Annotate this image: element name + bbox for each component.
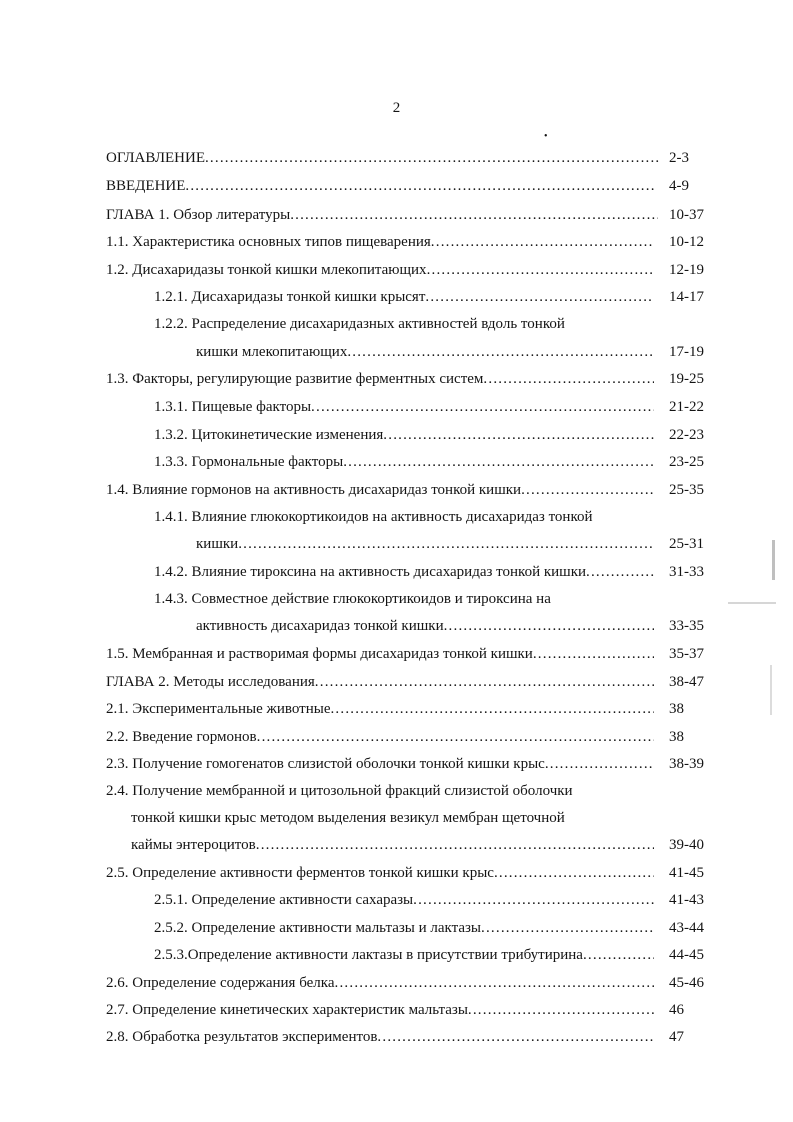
toc-entry-label: ГЛАВА 2. Методы исследования xyxy=(106,674,315,690)
toc-entry-label: ГЛАВА 1. Обзор литературы xyxy=(106,207,291,223)
toc-entry-2-7 xyxy=(0,998,793,1022)
toc-entry-chapter-2 xyxy=(0,670,793,694)
toc-entry-pages: 47 xyxy=(669,1029,684,1045)
toc-entry-2-3 xyxy=(0,752,793,776)
toc-entry-pages: 39-40 xyxy=(669,837,704,853)
toc-entry-2-2 xyxy=(0,725,793,749)
toc-entry-label: 1.4.2. Влияние тироксина на активность дисахаридаз тонкой кишки xyxy=(154,564,587,580)
toc-entry-label: 1.3.2. Цитокинетические изменения xyxy=(154,427,384,443)
toc-entry-label: 2.6. Определение содержания белка xyxy=(106,975,335,991)
toc-entry-label: 1.3.3. Гормональные факторы xyxy=(154,454,344,470)
toc-entry-pages: 41-43 xyxy=(669,892,704,908)
toc-entry-1-1 xyxy=(0,230,793,254)
toc-entry-1-4-1-cont xyxy=(0,532,793,556)
toc-entry-label: 1.3.1. Пищевые факторы xyxy=(154,399,312,415)
toc-entry-label: кишки xyxy=(196,536,239,552)
toc-entry-1-2-1 xyxy=(0,285,793,309)
toc-entry-pages: 10-37 xyxy=(669,207,704,223)
scan-artifact xyxy=(770,665,772,715)
toc-entry-1-4 xyxy=(0,478,793,502)
toc-entry-pages: 35-37 xyxy=(669,646,704,662)
page-number: 2 xyxy=(392,100,401,116)
toc-entry-label: 1.2.1. Дисахаридазы тонкой кишки крысят xyxy=(154,289,426,305)
toc-entry-2-5-3 xyxy=(0,943,793,967)
toc-entry-2-5-2 xyxy=(0,916,793,940)
toc-entry-pages: 23-25 xyxy=(669,454,704,470)
toc-entry-pages: 25-35 xyxy=(669,482,704,498)
toc-entry-pages: 31-33 xyxy=(669,564,704,580)
toc-entry-2-5-1 xyxy=(0,888,793,912)
toc-entry-label: 1.5. Мембранная и растворимая формы дисахаридаз тонкой кишки xyxy=(106,646,533,662)
scan-artifact xyxy=(772,540,775,580)
toc-entry-pages: 46 xyxy=(669,1002,684,1018)
toc-entry-1-5 xyxy=(0,642,793,666)
toc-entry-2-1 xyxy=(0,697,793,721)
toc-entry-pages: 38-47 xyxy=(669,674,704,690)
toc-entry-label: кишки млекопитающих xyxy=(196,344,348,360)
toc-entry-pages: 33-35 xyxy=(669,618,704,634)
toc-entry-2-6 xyxy=(0,971,793,995)
toc-entry-pages: 25-31 xyxy=(669,536,704,552)
toc-entry-label: 2.2. Введение гормонов xyxy=(106,729,257,745)
toc-entry-pages: 2-3 xyxy=(669,150,689,166)
toc-entry-contents xyxy=(0,146,793,170)
scan-artifact xyxy=(728,602,776,604)
toc-entry-label: 2.7. Определение кинетических характеристик мальтазы xyxy=(106,1002,468,1018)
toc-entry-2-8 xyxy=(0,1025,793,1049)
toc-entry-label: 2.5.2. Определение активности мальтазы и лактазы xyxy=(154,920,482,936)
toc-entry-1-4-3-cont xyxy=(0,614,793,638)
toc-entry-1-2 xyxy=(0,258,793,282)
toc-entry-1-2-2-cont xyxy=(0,340,793,364)
toc-entry-chapter-1 xyxy=(0,203,793,227)
toc-entry-label: ОГЛАВЛЕНИЕ xyxy=(106,150,205,166)
toc-entry-2-4-cont-2 xyxy=(0,833,793,857)
toc-entry-pages: 17-19 xyxy=(669,344,704,360)
toc-entry-pages: 38-39 xyxy=(669,756,704,772)
toc-entry-label: активность дисахаридаз тонкой кишки xyxy=(196,618,444,634)
toc-entry-1-3-1 xyxy=(0,395,793,419)
toc-entry-label: 2.3. Получение гомогенатов слизистой оболочки тонкой кишки крыс xyxy=(106,756,545,772)
toc-entry-pages: 44-45 xyxy=(669,947,704,963)
toc-entry-2-5 xyxy=(0,861,793,885)
toc-entry-label: 1.4.3. Совместное действие глюкокортикоидов и тироксина на xyxy=(154,591,551,607)
toc-entry-pages: 38 xyxy=(669,701,684,717)
toc-entry-1-3-2 xyxy=(0,423,793,447)
toc-entry-1-4-1 xyxy=(0,505,793,529)
toc-entry-label: 2.5. Определение активности ферментов тонкой кишки крыс xyxy=(106,865,494,881)
toc-entry-1-4-2 xyxy=(0,560,793,584)
toc-entry-label: 2.5.3.Определение активности лактазы в присутствии трибутирина xyxy=(154,947,583,963)
toc-entry-label: 1.2.2. Распределение дисахаридазных активностей вдоль тонкой xyxy=(154,316,565,332)
toc-entry-pages: 12-19 xyxy=(669,262,704,278)
toc-entry-pages: 19-25 xyxy=(669,371,704,387)
toc-entry-1-3 xyxy=(0,367,793,391)
toc-entry-pages: 38 xyxy=(669,729,684,745)
toc-entry-label: ВВЕДЕНИЕ xyxy=(106,178,186,194)
toc-entry-label: 1.1. Характеристика основных типов пищеварения xyxy=(106,234,431,250)
toc-entry-label: 1.3. Факторы, регулирующие развитие ферментных систем xyxy=(106,371,484,387)
toc-entry-label: тонкой кишки крыс методом выделения везикул мембран щеточной xyxy=(131,810,565,826)
toc-entry-2-4-cont xyxy=(0,806,793,830)
toc-entry-label: 2.1. Экспериментальные животные xyxy=(106,701,331,717)
toc-entry-pages: 21-22 xyxy=(669,399,704,415)
toc-entry-pages: 10-12 xyxy=(669,234,704,250)
toc-entry-label: 1.4. Влияние гормонов на активность дисахаридаз тонкой кишки xyxy=(106,482,522,498)
toc-entry-pages: 22-23 xyxy=(669,427,704,443)
toc-entry-1-2-2 xyxy=(0,312,793,336)
toc-entry-introduction xyxy=(0,174,793,198)
toc-entry-pages: 43-44 xyxy=(669,920,704,936)
toc-entry-2-4 xyxy=(0,779,793,803)
toc-entry-pages: 41-45 xyxy=(669,865,704,881)
toc-entry-label: 1.2. Дисахаридазы тонкой кишки млекопитающих xyxy=(106,262,427,278)
toc-entry-label: 2.5.1. Определение активности сахаразы xyxy=(154,892,414,908)
toc-entry-pages: 4-9 xyxy=(669,178,689,194)
toc-entry-pages: 45-46 xyxy=(669,975,704,991)
toc-entry-label: 2.8. Обработка результатов экспериментов xyxy=(106,1029,378,1045)
toc-entry-label: 2.4. Получение мембранной и цитозольной фракций слизистой оболочки xyxy=(106,783,573,799)
toc-entry-1-3-3 xyxy=(0,450,793,474)
toc-entry-label: 1.4.1. Влияние глюкокортикоидов на активность дисахаридаз тонкой xyxy=(154,509,593,525)
toc-entry-label: каймы энтероцитов xyxy=(131,837,256,853)
toc-entry-1-4-3 xyxy=(0,587,793,611)
toc-entry-pages: 14-17 xyxy=(669,289,704,305)
scan-speck: • xyxy=(544,131,548,142)
